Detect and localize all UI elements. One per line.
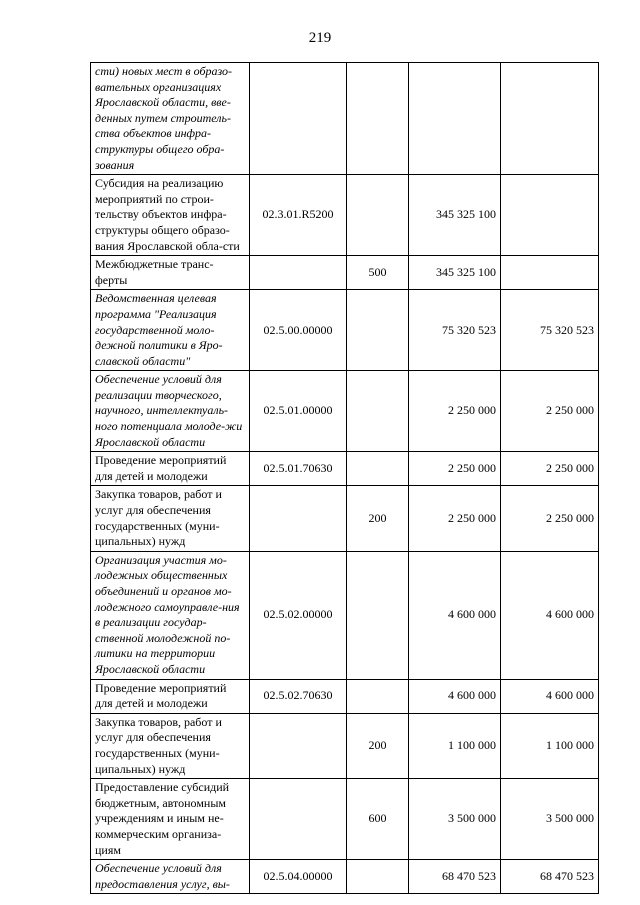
table-row bbox=[91, 175, 599, 256]
budget-table bbox=[90, 62, 599, 894]
table-row bbox=[91, 486, 599, 551]
row-name-cell: Организация участия мо-лодежных общественных объединений и органов мо-лодежного самоуправле-ния в реализации государ-ственной молодежной по-литики на территории Ярославской области bbox=[91, 551, 250, 679]
row-expense-type-cell bbox=[347, 679, 409, 713]
table-row bbox=[91, 713, 599, 778]
budget-table-body bbox=[91, 63, 599, 894]
row-expense-type-cell bbox=[347, 860, 409, 894]
row-name-cell: Закупка товаров, работ и услуг для обеспечения государственных (муни-ципальных) нужд bbox=[91, 486, 250, 551]
row-name-cell: Субсидия на реализацию мероприятий по строи-тельству объектов инфра-структуры общего образо-вания Ярославской обла-сти bbox=[91, 175, 250, 256]
row-sum2-cell bbox=[501, 256, 599, 290]
page-number: 219 bbox=[308, 30, 332, 46]
table-row bbox=[91, 290, 599, 371]
row-name-cell: Проведение мероприятий для детей и молодежи bbox=[91, 679, 250, 713]
row-sum1-cell: 2 250 000 bbox=[409, 371, 501, 452]
row-expense-type-cell bbox=[347, 175, 409, 256]
table-row bbox=[91, 679, 599, 713]
row-sum1-cell: 68 470 523 bbox=[409, 860, 501, 894]
row-sum2-cell: 4 600 000 bbox=[501, 679, 599, 713]
row-code-cell bbox=[250, 779, 347, 860]
row-expense-type-cell bbox=[347, 452, 409, 486]
row-sum2-cell: 2 250 000 bbox=[501, 371, 599, 452]
row-expense-type-cell: 200 bbox=[347, 486, 409, 551]
row-sum1-cell: 4 600 000 bbox=[409, 551, 501, 679]
row-code-cell: 02.5.02.70630 bbox=[250, 679, 347, 713]
row-name-cell: Проведение мероприятий для детей и молодежи bbox=[91, 452, 250, 486]
table-row bbox=[91, 63, 599, 175]
row-expense-type-cell bbox=[347, 290, 409, 371]
table-row bbox=[91, 551, 599, 679]
row-sum1-cell bbox=[409, 63, 501, 175]
row-sum2-cell: 75 320 523 bbox=[501, 290, 599, 371]
row-name-cell: Ведомственная целевая программа "Реализация государственной моло-дежной политики в Яро-славской области" bbox=[91, 290, 250, 371]
row-code-cell bbox=[250, 256, 347, 290]
table-row bbox=[91, 452, 599, 486]
row-code-cell: 02.3.01.R5200 bbox=[250, 175, 347, 256]
table-row bbox=[91, 371, 599, 452]
row-sum2-cell: 3 500 000 bbox=[501, 779, 599, 860]
row-sum1-cell: 1 100 000 bbox=[409, 713, 501, 778]
row-code-cell: 02.5.01.00000 bbox=[250, 371, 347, 452]
row-sum1-cell: 2 250 000 bbox=[409, 452, 501, 486]
table-row bbox=[91, 779, 599, 860]
row-expense-type-cell: 500 bbox=[347, 256, 409, 290]
row-sum2-cell: 1 100 000 bbox=[501, 713, 599, 778]
row-code-cell: 02.5.02.00000 bbox=[250, 551, 347, 679]
row-sum1-cell: 4 600 000 bbox=[409, 679, 501, 713]
row-sum2-cell: 2 250 000 bbox=[501, 452, 599, 486]
row-name-cell: Предоставление субсидий бюджетным, автономным учреждениям и иным не-коммерческим организа-циям bbox=[91, 779, 250, 860]
row-sum2-cell: 2 250 000 bbox=[501, 486, 599, 551]
row-name-cell: Межбюджетные транс-ферты bbox=[91, 256, 250, 290]
row-expense-type-cell bbox=[347, 551, 409, 679]
row-name-cell: Закупка товаров, работ и услуг для обеспечения государственных (муни-ципальных) нужд bbox=[91, 713, 250, 778]
row-name-cell: Обеспечение условий для предоставления услуг, вы- bbox=[91, 860, 250, 894]
row-sum2-cell bbox=[501, 63, 599, 175]
row-name-cell: Обеспечение условий для реализации творческого, научного, интеллектуаль-ного потенциала молоде-жи Ярославской области bbox=[91, 371, 250, 452]
row-sum2-cell bbox=[501, 175, 599, 256]
table-row bbox=[91, 256, 599, 290]
row-expense-type-cell bbox=[347, 371, 409, 452]
row-code-cell: 02.5.00.00000 bbox=[250, 290, 347, 371]
row-expense-type-cell: 200 bbox=[347, 713, 409, 778]
row-expense-type-cell: 600 bbox=[347, 779, 409, 860]
row-code-cell bbox=[250, 486, 347, 551]
row-sum1-cell: 345 325 100 bbox=[409, 175, 501, 256]
row-sum1-cell: 3 500 000 bbox=[409, 779, 501, 860]
row-sum2-cell: 4 600 000 bbox=[501, 551, 599, 679]
row-name-cell: сти) новых мест в образо-вательных организациях Ярославской области, вве-денных путем строитель-ства объектов инфра-структуры общего обра-зования bbox=[91, 63, 250, 175]
row-sum1-cell: 75 320 523 bbox=[409, 290, 501, 371]
row-sum1-cell: 345 325 100 bbox=[409, 256, 501, 290]
table-row bbox=[91, 860, 599, 894]
row-code-cell bbox=[250, 63, 347, 175]
row-sum1-cell: 2 250 000 bbox=[409, 486, 501, 551]
row-expense-type-cell bbox=[347, 63, 409, 175]
row-code-cell bbox=[250, 713, 347, 778]
row-code-cell: 02.5.01.70630 bbox=[250, 452, 347, 486]
row-code-cell: 02.5.04.00000 bbox=[250, 860, 347, 894]
row-sum2-cell: 68 470 523 bbox=[501, 860, 599, 894]
